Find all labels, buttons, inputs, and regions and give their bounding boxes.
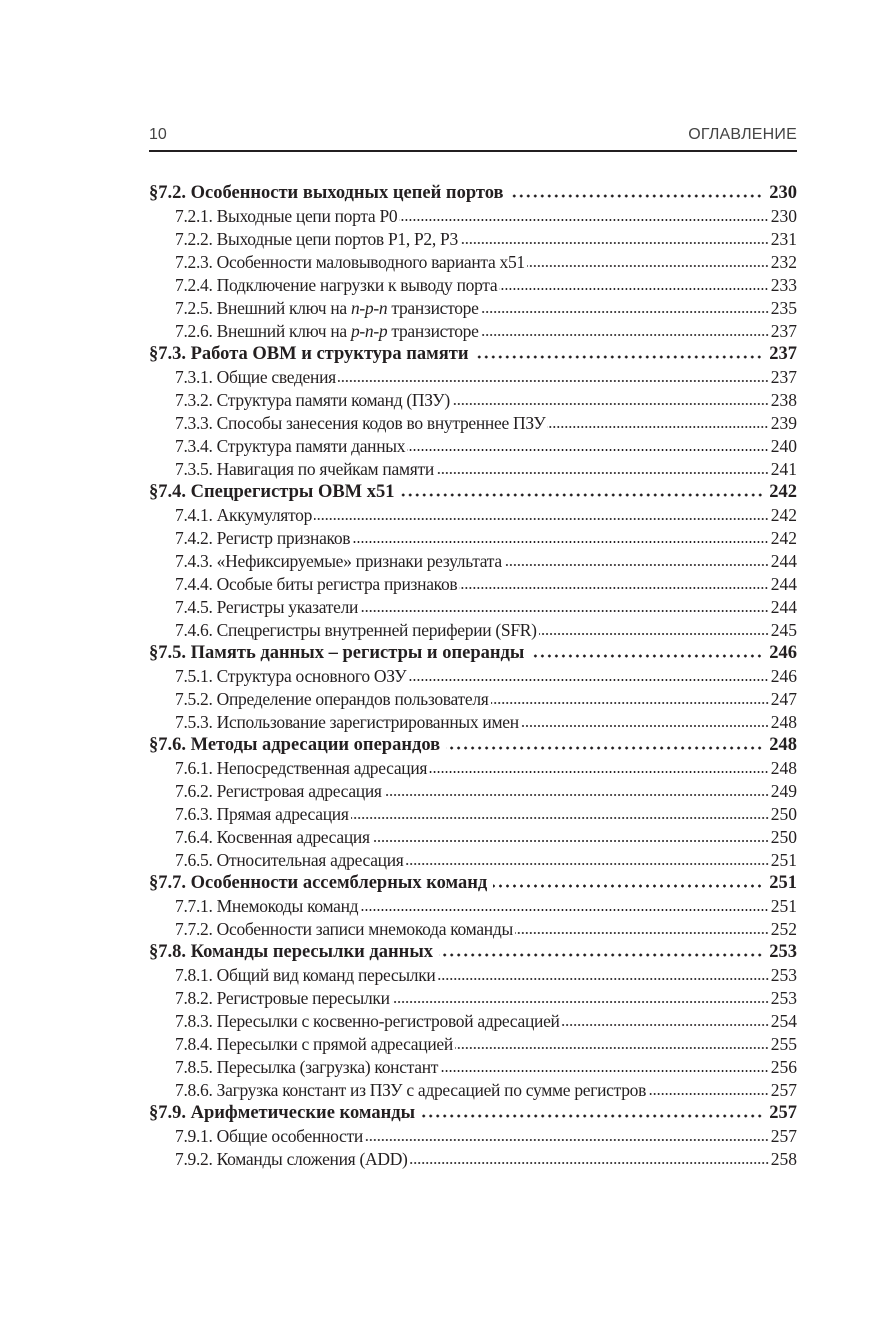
entry-page-number: 237 bbox=[770, 367, 797, 387]
entry-title: 7.3.3. Способы занесения кодов во внутреннее ПЗУ bbox=[175, 413, 546, 433]
toc-subsection-entry[interactable] bbox=[149, 390, 797, 413]
toc-section-entry[interactable] bbox=[149, 482, 797, 505]
dot-leader bbox=[421, 1114, 763, 1118]
toc-section-entry[interactable] bbox=[149, 735, 797, 758]
toc-subsection-entry[interactable] bbox=[149, 206, 797, 229]
toc-section-entry[interactable] bbox=[149, 873, 797, 896]
entry-title: 7.2.1. Выходные цепи порта P0 bbox=[175, 206, 398, 226]
toc-subsection-entry[interactable] bbox=[149, 804, 797, 827]
toc-subsection-entry[interactable] bbox=[149, 1149, 797, 1172]
entry-page-number: 253 bbox=[770, 965, 797, 985]
toc-subsection-entry[interactable] bbox=[149, 298, 797, 321]
entry-title: 7.3.4. Структура памяти данных bbox=[175, 436, 406, 456]
entry-page-number: 248 bbox=[770, 758, 797, 778]
page-header bbox=[149, 126, 797, 152]
toc-subsection-entry[interactable] bbox=[149, 758, 797, 781]
dot-leader bbox=[504, 563, 769, 567]
entry-page-number: 241 bbox=[770, 459, 797, 479]
entry-title: 7.2.3. Особенности маловыводного варианта x51 bbox=[175, 252, 525, 272]
entry-page-number: 251 bbox=[770, 896, 797, 916]
toc-section-entry[interactable] bbox=[149, 643, 797, 666]
entry-title bbox=[175, 321, 479, 342]
dot-leader bbox=[481, 333, 769, 337]
toc-subsection-entry[interactable] bbox=[149, 321, 797, 344]
dot-leader bbox=[547, 425, 768, 429]
entry-page-number: 253 bbox=[770, 988, 797, 1008]
dot-leader bbox=[401, 493, 764, 497]
entry-title: 7.6.2. Регистровая адресация bbox=[175, 781, 382, 801]
entry-page-number: 237 bbox=[770, 321, 797, 341]
dot-leader bbox=[648, 1092, 769, 1096]
entry-title: 7.5.2. Определение операндов пользователя bbox=[175, 689, 489, 709]
entry-page-number: 242 bbox=[770, 528, 797, 548]
toc-subsection-entry[interactable] bbox=[149, 1080, 797, 1103]
toc-subsection-entry[interactable] bbox=[149, 1034, 797, 1057]
entry-page-number: 231 bbox=[770, 229, 797, 249]
entry-title: 7.2.4. Подключение нагрузки к выводу порта bbox=[175, 275, 498, 295]
dot-leader bbox=[521, 724, 769, 728]
dot-leader bbox=[439, 953, 763, 957]
entry-page-number: 237 bbox=[769, 344, 797, 364]
dot-leader bbox=[452, 402, 769, 406]
toc-subsection-entry[interactable] bbox=[149, 1126, 797, 1149]
entry-title: 7.4.1. Аккумулятор bbox=[175, 505, 313, 525]
entry-page-number: 257 bbox=[770, 1126, 797, 1146]
dot-leader bbox=[360, 908, 768, 912]
toc-subsection-entry[interactable] bbox=[149, 919, 797, 942]
dot-leader bbox=[455, 1046, 769, 1050]
entry-page-number: 245 bbox=[770, 620, 797, 640]
toc-subsection-entry[interactable] bbox=[149, 896, 797, 919]
entry-page-number: 253 bbox=[769, 942, 797, 962]
dot-leader bbox=[539, 632, 769, 636]
entry-title: §7.6. Методы адресации операндов bbox=[149, 735, 441, 755]
entry-title: 7.2.2. Выходные цепи портов P1, P2, P3 bbox=[175, 229, 458, 249]
entry-title: 7.4.3. «Нефиксируемые» признаки результата bbox=[175, 551, 502, 571]
entry-page-number: 252 bbox=[770, 919, 797, 939]
toc-subsection-entry[interactable] bbox=[149, 827, 797, 850]
toc-subsection-entry[interactable] bbox=[149, 275, 797, 298]
dot-leader bbox=[459, 586, 768, 590]
entry-title: 7.7.2. Особенности записи мнемокода команды bbox=[175, 919, 513, 939]
entry-title: 7.3.5. Навигация по ячейкам памяти bbox=[175, 459, 434, 479]
dot-leader bbox=[351, 816, 769, 820]
entry-title-italic: n-p-n bbox=[350, 298, 388, 318]
dot-leader bbox=[438, 977, 769, 981]
entry-page-number: 230 bbox=[770, 206, 797, 226]
toc-subsection-entry[interactable] bbox=[149, 712, 797, 735]
toc-subsection-entry[interactable] bbox=[149, 1057, 797, 1080]
entry-title: 7.6.4. Косвенная адресация bbox=[175, 827, 370, 847]
entry-page-number: 255 bbox=[770, 1034, 797, 1054]
toc-subsection-entry[interactable] bbox=[149, 666, 797, 689]
dot-leader bbox=[408, 678, 768, 682]
table-of-contents bbox=[149, 183, 797, 1172]
dot-leader bbox=[338, 379, 769, 383]
entry-title: §7.8. Команды пересылки данных bbox=[149, 942, 434, 962]
dot-leader bbox=[481, 310, 769, 314]
entry-page-number: 257 bbox=[769, 1103, 797, 1123]
dot-leader bbox=[499, 287, 768, 291]
toc-subsection-entry[interactable] bbox=[149, 505, 797, 528]
entry-title: 7.7.1. Мнемокоды команд bbox=[175, 896, 359, 916]
toc-subsection-entry[interactable] bbox=[149, 436, 797, 459]
entry-title: 7.4.5. Регистры указатели bbox=[175, 597, 359, 617]
entry-title: §7.5. Память данных – регистры и операнды bbox=[149, 643, 525, 663]
entry-title bbox=[175, 298, 479, 319]
toc-subsection-entry[interactable] bbox=[149, 850, 797, 873]
entry-title: 7.8.4. Пересылки с прямой адресацией bbox=[175, 1034, 453, 1054]
entry-page-number: 240 bbox=[770, 436, 797, 456]
dot-leader bbox=[562, 1023, 769, 1027]
entry-page-number: 246 bbox=[769, 643, 797, 663]
entry-page-number: 244 bbox=[770, 551, 797, 571]
toc-subsection-entry[interactable] bbox=[149, 781, 797, 804]
dot-leader bbox=[493, 884, 763, 888]
entry-title: 7.5.3. Использование зарегистрированных имен bbox=[175, 712, 519, 732]
entry-page-number: 249 bbox=[770, 781, 797, 801]
entry-title: §7.9. Арифметические команды bbox=[149, 1103, 416, 1123]
dot-leader bbox=[440, 1069, 769, 1073]
dot-leader bbox=[446, 746, 763, 750]
toc-section-entry[interactable] bbox=[149, 942, 797, 965]
toc-subsection-entry[interactable] bbox=[149, 459, 797, 482]
entry-title: 7.8.2. Регистровые пересылки bbox=[175, 988, 390, 1008]
toc-subsection-entry[interactable] bbox=[149, 229, 797, 252]
dot-leader bbox=[384, 793, 769, 797]
entry-title: 7.8.3. Пересылки с косвенно-регистровой адресацией bbox=[175, 1011, 560, 1031]
entry-page-number: 242 bbox=[770, 505, 797, 525]
dot-leader bbox=[491, 701, 769, 705]
entry-title: 7.6.5. Относительная адресация bbox=[175, 850, 404, 870]
entry-page-number: 244 bbox=[770, 597, 797, 617]
entry-title: 7.8.5. Пересылка (загрузка) констант bbox=[175, 1057, 439, 1077]
entry-page-number: 258 bbox=[770, 1149, 797, 1169]
entry-title: 7.5.1. Структура основного ОЗУ bbox=[175, 666, 407, 686]
dot-leader bbox=[372, 839, 769, 843]
entry-title: §7.3. Работа ОВМ и структура памяти bbox=[149, 344, 469, 364]
toc-section-entry[interactable] bbox=[149, 183, 797, 206]
toc-subsection-entry[interactable] bbox=[149, 413, 797, 436]
toc-section-entry[interactable] bbox=[149, 1103, 797, 1126]
entry-title-part: 7.2.5. Внешний ключ на bbox=[175, 298, 351, 318]
entry-title: 7.9.2. Команды сложения (ADD) bbox=[175, 1149, 408, 1169]
entry-title: 7.6.1. Непосредственная адресация bbox=[175, 758, 428, 778]
dot-leader bbox=[460, 241, 769, 245]
entry-page-number: 233 bbox=[770, 275, 797, 295]
toc-subsection-entry[interactable] bbox=[149, 551, 797, 574]
dot-leader bbox=[429, 770, 769, 774]
entry-title: 7.4.4. Особые биты регистра признаков bbox=[175, 574, 458, 594]
entry-title-part: транзисторе bbox=[387, 321, 479, 341]
entry-page-number: 238 bbox=[770, 390, 797, 410]
toc-subsection-entry[interactable] bbox=[149, 689, 797, 712]
entry-page-number: 250 bbox=[770, 827, 797, 847]
entry-title-part: транзисторе bbox=[387, 298, 479, 318]
entry-title: 7.9.1. Общие особенности bbox=[175, 1126, 363, 1146]
toc-subsection-entry[interactable] bbox=[149, 574, 797, 597]
dot-leader bbox=[365, 1138, 769, 1142]
entry-page-number: 244 bbox=[770, 574, 797, 594]
entry-title: 7.8.1. Общий вид команд пересылки bbox=[175, 965, 436, 985]
dot-leader bbox=[410, 1161, 769, 1165]
toc-subsection-entry[interactable] bbox=[149, 1011, 797, 1034]
dot-leader bbox=[515, 931, 769, 935]
entry-title: §7.7. Особенности ассемблерных команд bbox=[149, 873, 488, 893]
entry-title: 7.4.6. Спецрегистры внутренней периферии (SFR) bbox=[175, 620, 537, 640]
entry-page-number: 247 bbox=[770, 689, 797, 709]
dot-leader bbox=[474, 355, 763, 359]
dot-leader bbox=[407, 448, 769, 452]
dot-leader bbox=[530, 654, 763, 658]
entry-title: 7.3.1. Общие сведения bbox=[175, 367, 336, 387]
entry-title: §7.4. Спецрегистры ОВМ x51 bbox=[149, 482, 395, 502]
entry-title: 7.8.6. Загрузка констант из ПЗУ с адресацией по сумме регистров bbox=[175, 1080, 647, 1100]
toc-subsection-entry[interactable] bbox=[149, 597, 797, 620]
entry-page-number: 251 bbox=[769, 873, 797, 893]
entry-page-number: 256 bbox=[770, 1057, 797, 1077]
entry-title: 7.3.2. Структура памяти команд (ПЗУ) bbox=[175, 390, 450, 410]
entry-title-italic: p-n-p bbox=[350, 321, 388, 341]
entry-page-number: 239 bbox=[770, 413, 797, 433]
running-head: ОГЛАВЛЕНИЕ bbox=[688, 126, 797, 143]
entry-page-number: 248 bbox=[770, 712, 797, 732]
entry-page-number: 251 bbox=[770, 850, 797, 870]
dot-leader bbox=[392, 1000, 769, 1004]
entry-title: 7.6.3. Прямая адресация bbox=[175, 804, 349, 824]
dot-leader bbox=[314, 517, 769, 521]
entry-title: §7.2. Особенности выходных цепей портов bbox=[149, 183, 504, 203]
toc-subsection-entry[interactable] bbox=[149, 620, 797, 643]
dot-leader bbox=[509, 194, 763, 198]
entry-page-number: 246 bbox=[770, 666, 797, 686]
entry-title: 7.4.2. Регистр признаков bbox=[175, 528, 351, 548]
dot-leader bbox=[527, 264, 769, 268]
toc-subsection-entry[interactable] bbox=[149, 988, 797, 1011]
entry-page-number: 248 bbox=[769, 735, 797, 755]
entry-page-number: 230 bbox=[769, 183, 797, 203]
dot-leader bbox=[352, 540, 768, 544]
entry-page-number: 254 bbox=[770, 1011, 797, 1031]
dot-leader bbox=[399, 218, 768, 222]
entry-page-number: 250 bbox=[770, 804, 797, 824]
dot-leader bbox=[406, 862, 769, 866]
dot-leader bbox=[360, 609, 769, 613]
entry-page-number: 235 bbox=[770, 298, 797, 318]
entry-page-number: 232 bbox=[770, 252, 797, 272]
toc-subsection-entry[interactable] bbox=[149, 965, 797, 988]
toc-subsection-entry[interactable] bbox=[149, 252, 797, 275]
toc-section-entry[interactable] bbox=[149, 344, 797, 367]
entry-title-part: 7.2.6. Внешний ключ на bbox=[175, 321, 351, 341]
dot-leader bbox=[436, 471, 769, 475]
page-number: 10 bbox=[149, 126, 167, 143]
entry-page-number: 257 bbox=[770, 1080, 797, 1100]
entry-page-number: 242 bbox=[769, 482, 797, 502]
toc-subsection-entry[interactable] bbox=[149, 367, 797, 390]
toc-subsection-entry[interactable] bbox=[149, 528, 797, 551]
